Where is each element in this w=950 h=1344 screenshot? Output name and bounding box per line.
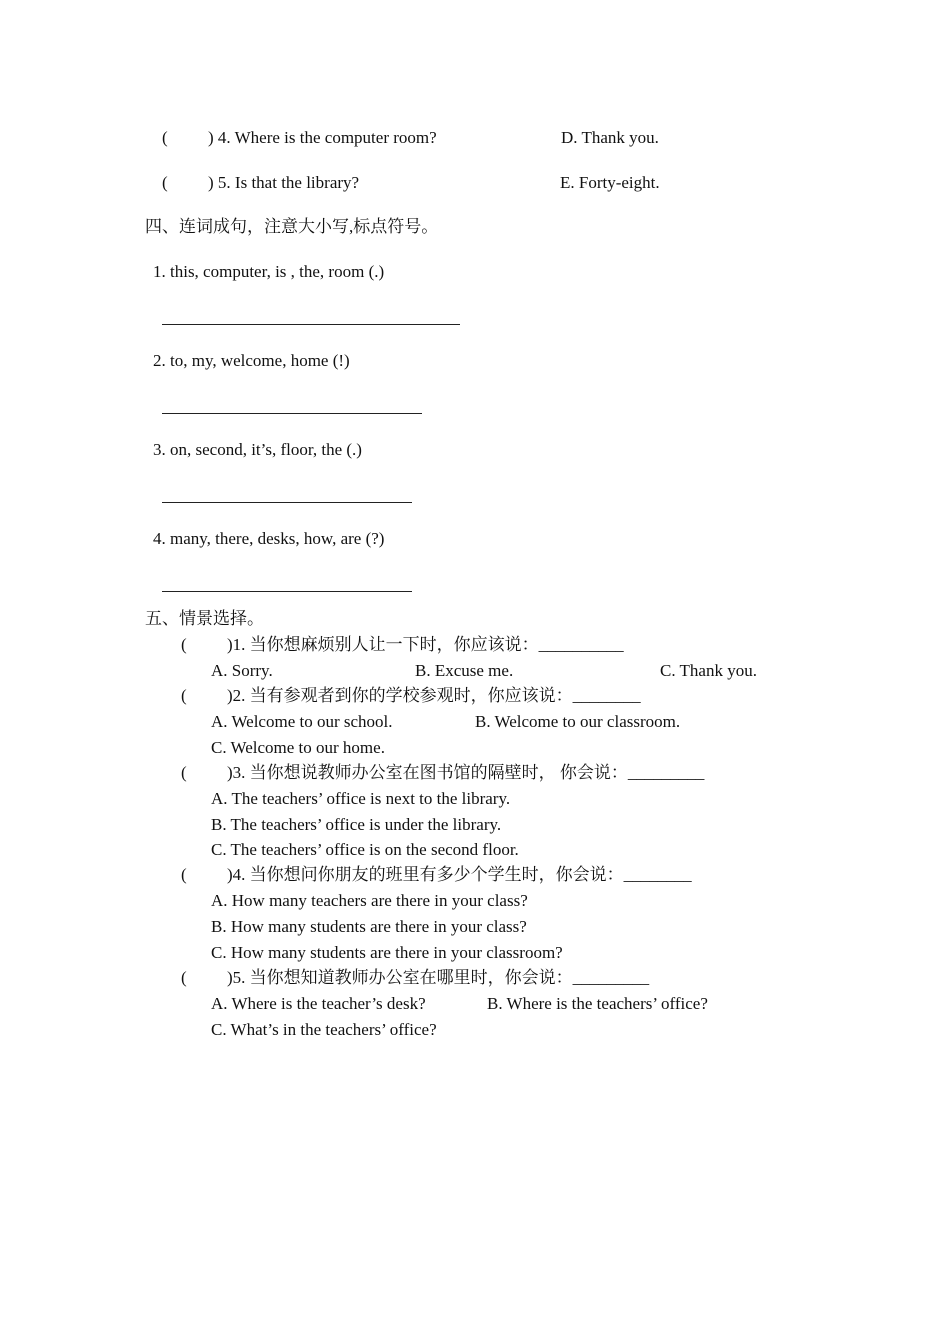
- scenario-question-4: [227, 865, 692, 885]
- paren-open: (: [162, 173, 168, 192]
- option-b: B. Welcome to our classroom.: [475, 712, 681, 731]
- question-number: ) 4.: [208, 128, 231, 147]
- question-number: )1.: [227, 635, 246, 654]
- matching-question-5: [208, 173, 359, 193]
- paren-open: (: [181, 635, 187, 654]
- answer-line-2[interactable]: [162, 413, 422, 414]
- option-c: C. Welcome to our home.: [211, 738, 385, 757]
- question-number: )4.: [227, 865, 246, 884]
- option-b: B. Excuse me.: [415, 661, 514, 680]
- section-title-part5: 五、情景选择。: [145, 609, 264, 628]
- option-a: A. Sorry.: [211, 661, 273, 680]
- answer-line-4[interactable]: [162, 591, 412, 592]
- matching-question-4: [208, 128, 437, 148]
- option-a: A. Welcome to our school.: [211, 712, 393, 731]
- sentence-item-4: 4. many, there, desks, how, are (?): [153, 529, 385, 548]
- option-a: A. The teachers’ office is next to the library.: [211, 789, 511, 808]
- option-c: C. The teachers’ office is on the second floor.: [211, 840, 519, 859]
- paren-open: (: [181, 686, 187, 705]
- option-b: B. How many students are there in your class?: [211, 917, 527, 936]
- scenario-question-1: [227, 635, 624, 655]
- paren-open: (: [181, 968, 187, 987]
- question-text: 当有参观者到你的学校参观时，你应该说：________: [249, 686, 641, 705]
- question-number: )3.: [227, 763, 246, 782]
- question-text: 当你想说教师办公室在图书馆的隔壁时， 你会说：_________: [249, 763, 705, 782]
- sentence-item-3: 3. on, second, it’s, floor, the (.): [153, 440, 362, 459]
- question-number: )5.: [227, 968, 246, 987]
- option-c: C. How many students are there in your classroom?: [211, 943, 563, 962]
- question-number: )2.: [227, 686, 246, 705]
- option-a: A. How many teachers are there in your class?: [211, 891, 528, 910]
- answer-line-3[interactable]: [162, 502, 412, 503]
- question-text: Is that the library?: [234, 173, 360, 192]
- answer-line-1[interactable]: [162, 324, 460, 325]
- sentence-item-1: 1. this, computer, is , the, room (.): [153, 262, 385, 281]
- matching-answer-d: D. Thank you.: [561, 128, 659, 147]
- option-b: B. Where is the teachers’ office?: [487, 994, 708, 1013]
- paren-open: (: [181, 865, 187, 884]
- option-a: A. Where is the teacher’s desk?: [211, 994, 426, 1013]
- matching-answer-e: E. Forty-eight.: [560, 173, 660, 192]
- question-number: ) 5.: [208, 173, 231, 192]
- option-c: C. Thank you.: [660, 661, 757, 680]
- question-text: 当你想问你朋友的班里有多少个学生时，你会说：________: [249, 865, 692, 884]
- section-title-part4: 四、连词成句，注意大小写,标点符号。: [145, 217, 439, 236]
- paren-open: (: [162, 128, 168, 147]
- option-c: C. What’s in the teachers’ office?: [211, 1020, 437, 1039]
- option-b: B. The teachers’ office is under the library.: [211, 815, 502, 834]
- scenario-question-2: [227, 686, 641, 706]
- question-text: 当你想麻烦别人让一下时，你应该说：__________: [249, 635, 624, 654]
- question-text: 当你想知道教师办公室在哪里时，你会说：_________: [249, 968, 650, 987]
- question-text: Where is the computer room?: [234, 128, 437, 147]
- paren-open: (: [181, 763, 187, 782]
- scenario-question-5: [227, 968, 649, 988]
- scenario-question-3: [227, 763, 704, 783]
- sentence-item-2: 2. to, my, welcome, home (!): [153, 351, 350, 370]
